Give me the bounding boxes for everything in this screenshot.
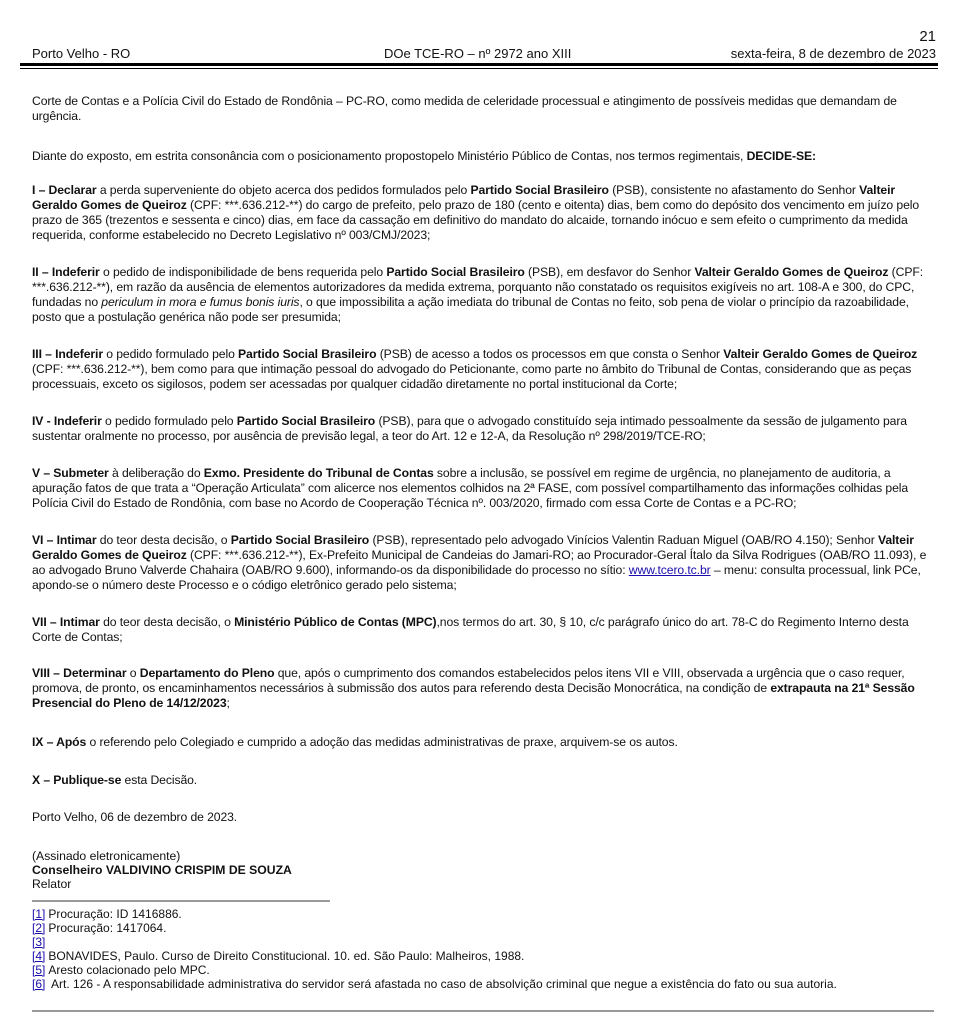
header-location: Porto Velho - RO [32, 46, 131, 61]
footnote-ref-link[interactable]: [5] [32, 963, 46, 977]
bold-text: Partido Social Brasileiro [230, 533, 370, 547]
header-rule [20, 63, 938, 66]
text-segment: Corte de Contas e a Polícia Civil do Estado de Rondônia – PC-RO, como medida de celeridade processual e atingimento de possíveis medidas que demandam de urgência. [32, 94, 897, 123]
footer-rule [32, 1010, 934, 1012]
footnote [32, 907, 837, 921]
bold-text: Valteir Geraldo Gomes de Queiroz [32, 183, 896, 212]
bold-text: III – Indeferir [32, 347, 103, 361]
text-segment: o pedido de indisponibilidade de bens requerida pelo [99, 265, 387, 279]
bold-text: extrapauta na 21ª Sessão Presencial do Pleno de 14/12/2023 [32, 681, 915, 710]
footnote-ref-link[interactable]: [3] [32, 935, 46, 949]
paragraph [32, 414, 936, 444]
text-segment: (PSB), representado pelo advogado Vinícios Valentin Raduan Miguel (OAB/RO 4.150); Senhor [369, 533, 878, 547]
paragraph [32, 265, 936, 325]
footnote [32, 963, 837, 977]
paragraph [32, 183, 936, 243]
paragraph [32, 149, 936, 164]
paragraph [32, 666, 936, 711]
text-segment: o referendo pelo Colegiado e cumprido a adoção das medidas administrativas de praxe, arquivem-se os autos. [86, 735, 678, 749]
signature-person: VALDIVINO CRISPIM DE SOUZA [105, 863, 292, 877]
footnote [32, 949, 837, 963]
paragraph [32, 735, 936, 750]
bold-text: Valteir Geraldo Gomes de Queiroz [32, 533, 914, 562]
footnote-ref-link[interactable]: [4] [32, 949, 46, 963]
footnote-text: BONAVIDES, Paulo. Curso de Direito Constitucional. 10. ed. São Paulo: Malheiros, 1988. [48, 949, 525, 963]
text-segment: Diante do exposto, em estrita consonância com o posicionamento propostopelo Ministério Público de Contas, nos termos regimentais, [32, 149, 747, 163]
footnote-text: Procuração: 1417064. [48, 921, 167, 935]
text-segment: (PSB), para que o advogado constituído seja intimado pessoalmente da sessão de julgamento para sustentar oralmente no processo, por ausência de previsão legal, a teor do Art. 12 e 12-A, da Resolução nº 298/2019/TCE-RO; [32, 414, 907, 443]
footnotes [32, 907, 837, 991]
text-segment: o pedido formulado pelo [102, 347, 239, 361]
paragraph [32, 533, 936, 593]
bold-text: DECIDE-SE: [746, 149, 817, 163]
bold-text: Partido Social Brasileiro [386, 265, 525, 279]
bold-text: Partido Social Brasileiro [236, 414, 376, 428]
bold-text: Departamento do Pleno [139, 666, 275, 680]
header-rule-thin [20, 68, 938, 69]
text-segment: (CPF: ***.636.212-**), bem como para que intimação pessoal do advogado do Peticionante, como parte no âmbito do Tribunal de Contas, considerando que as peças processuais, exceto os sigilosos, podem ser acessadas por qualquer cidadão diretamente no portal institucional da Corte; [32, 362, 912, 391]
text-segment: esta Decisão. [121, 773, 198, 787]
signature-name [32, 863, 292, 877]
text-segment: ,nos termos do art. 30, § 10, c/c parágrafo único do art. 78-C do Regimento Interno desta Corte de Contas; [32, 615, 909, 644]
paragraph [32, 615, 936, 645]
text-segment: periculum in mora e fumus bonis iuris [101, 295, 300, 309]
text-segment: , o que impossibilita a ação imediata do tribunal de Contas no feito, sob pena de violar o princípio da razoabilidade, posto que a postulação genérica não pode ser presumida; [32, 295, 909, 324]
paragraph [32, 773, 936, 788]
bold-text: Ministério Público de Contas (MPC) [234, 615, 437, 629]
signature-note: (Assinado eletronicamente) [32, 849, 181, 863]
footnote [32, 935, 837, 949]
text-segment: (CPF: ***.636.212-**), em razão da ausência de elementos autorizadores da medida extrema, porquanto não constatado os requisitos exigíveis no art. 108-A e 300, do CPC, fundadas no [32, 265, 923, 309]
header-publication: DOe TCE-RO – nº 2972 ano XIII [384, 46, 572, 61]
footnote-separator [32, 900, 330, 902]
bold-text: IV - Indeferir [32, 414, 102, 428]
footnote-text: Art. 126 - A responsabilidade administrativa do servidor será afastada no caso de absolvição criminal que negue a existência do fato ou sua autoria. [48, 977, 837, 991]
text-segment: o pedido formulado pelo [101, 414, 237, 428]
text-segment: (CPF: ***.636.212-**) do cargo de prefeito, pelo prazo de 180 (cento e oitenta) dias, bem como do depósito dos vencimento em juízo pelo prazo de 365 (trezentos e sessenta e cinco) dias, em face da cassação em definitivo do mandato do alcaide, tornando inócuo e sem efeito o cumprimento da medida requerida, conforme estabelecido no Decreto Legislativo nº 003/CMJ/2023; [32, 198, 920, 242]
text-segment: (PSB), consistente no afastamento do Senhor [608, 183, 860, 197]
text-segment: (CPF: ***.636.212-**), Ex-Prefeito Municipal de Candeias do Jamari-RO; ao Procurador-Geral Ítalo da Silva Rodrigues (OAB/RO 11.093), e ao advogado Bruno Valverde Chahaira (OAB/RO 9.600), informando-os da disponibilidade do processo no sítio: [32, 548, 927, 577]
bold-text: Valteir Geraldo Gomes de Queiroz [694, 265, 889, 279]
bold-text: Partido Social Brasileiro [470, 183, 609, 197]
text-segment: do teor desta decisão, o [99, 615, 235, 629]
bold-text: IX – Após [32, 735, 87, 749]
text-segment: o [126, 666, 140, 680]
bold-text: Partido Social Brasileiro [238, 347, 377, 361]
page-number: 21 [919, 28, 936, 45]
text-segment: (PSB) de acesso a todos os processos em que consta o Senhor [376, 347, 724, 361]
footnote-ref-link[interactable]: [2] [32, 921, 46, 935]
bold-text: Valteir Geraldo Gomes de Queiroz [723, 347, 918, 361]
footnote [32, 921, 837, 935]
text-segment: sobre a inclusão, se possível em regime de urgência, no planejamento de auditoria, a apuração fatos de que trata a “Operação Articulata” com alicerce nos elementos colhidos na 2ª FASE, com possível compartilhamento das informações colhidas pela Polícia Civil do Estado de Rondônia, com base no Acordo de Cooperação Técnica nº. 003/2020, firmado com essa Corte de Contas e a PC-RO; [32, 466, 909, 510]
paragraph [32, 94, 936, 124]
website-link[interactable]: www.tcero.tc.br [628, 563, 711, 577]
text-segment: à deliberação do [108, 466, 204, 480]
footnote-ref-link[interactable]: [1] [32, 907, 46, 921]
bold-text: VI – Intimar [32, 533, 97, 547]
bold-text: VII – Intimar [32, 615, 100, 629]
bold-text: X – Publique-se [32, 773, 122, 787]
bold-text: Exmo. Presidente do Tribunal de Contas [203, 466, 434, 480]
paragraph [32, 810, 936, 825]
text-segment: Porto Velho, 06 de dezembro de 2023. [32, 810, 238, 824]
text-segment: a perda superveniente do objeto acerca dos pedidos formulados pelo [96, 183, 471, 197]
signature-role: Relator [32, 877, 72, 891]
signature-title: Conselheiro [32, 863, 106, 877]
footnote [32, 977, 837, 991]
footnote-text: Aresto colacionado pelo MPC. [48, 963, 210, 977]
footnote-text: Procuração: ID 1416886. [48, 907, 182, 921]
text-segment: (PSB), em desfavor do Senhor [524, 265, 695, 279]
paragraph [32, 466, 936, 511]
text-segment: ; [226, 696, 230, 710]
bold-text: I – Declarar [32, 183, 97, 197]
text-segment: que, após o cumprimento dos comandos estabelecidos pelos itens VII e VIII, observada a urgência que o caso requer, promova, de pronto, os encaminhamentos necessários à submissão dos autos para referendo desta Decisão Monocrática, na condição de [32, 666, 905, 695]
bold-text: II – Indeferir [32, 265, 100, 279]
text-segment: – menu: consulta processual, link PCe, apondo-se o número deste Processo e o código eletrônico gerado pelo sistema; [32, 563, 921, 592]
text-segment: do teor desta decisão, o [96, 533, 231, 547]
bold-text: VIII – Determinar [32, 666, 127, 680]
bold-text: V – Submeter [32, 466, 109, 480]
footnote-ref-link[interactable]: [6] [32, 977, 46, 991]
paragraph [32, 347, 936, 392]
header-date: sexta-feira, 8 de dezembro de 2023 [730, 46, 936, 61]
